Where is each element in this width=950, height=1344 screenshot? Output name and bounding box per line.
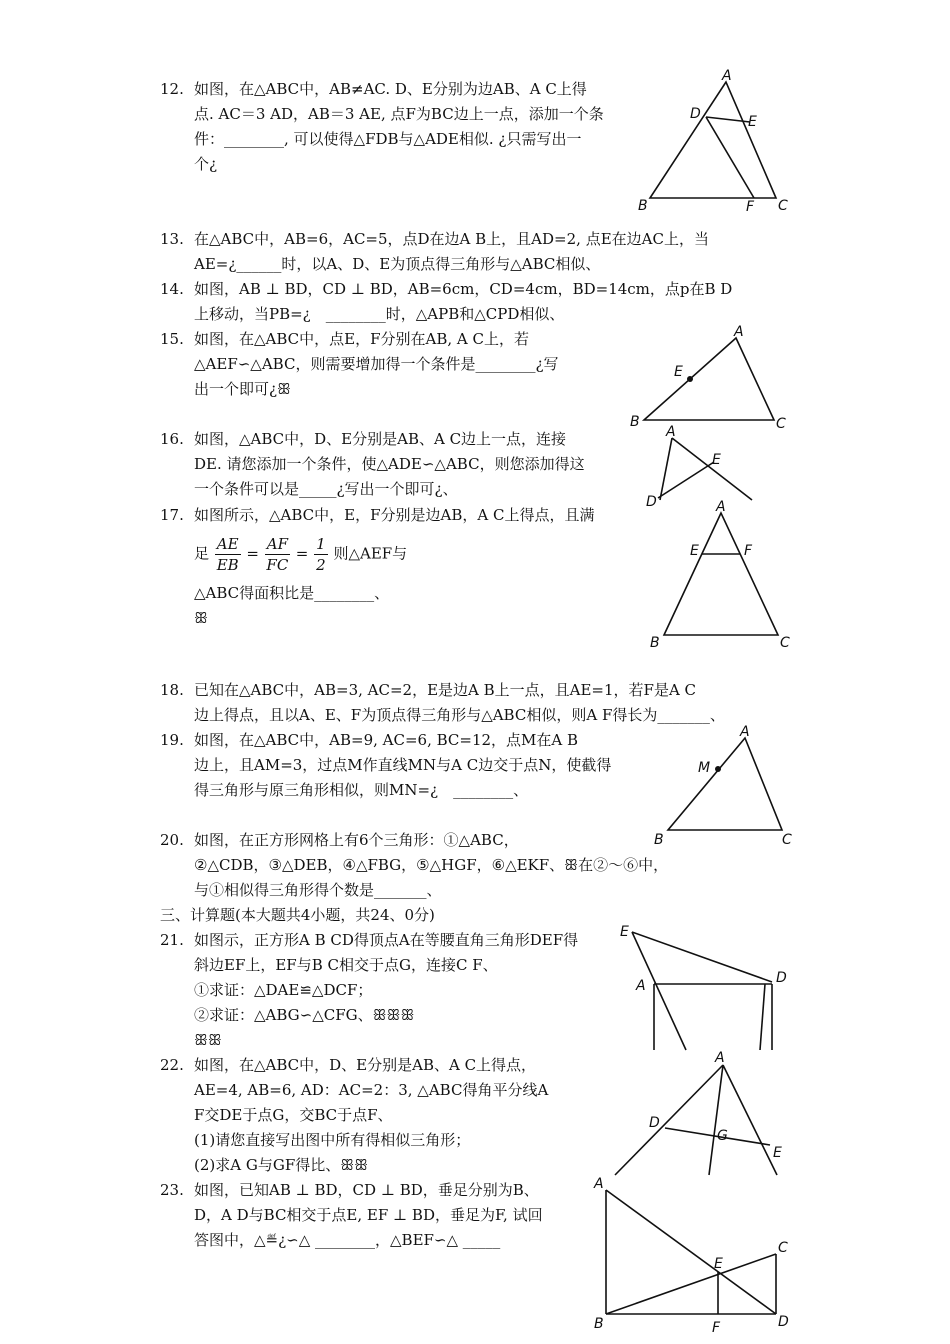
- question-text-line: 如图，AB ⊥ BD，CD ⊥ BD，AB=6cm，CD=4cm，BD=14cm，点p在B D: [194, 280, 733, 298]
- label-b: B: [650, 635, 660, 651]
- question-text-line: 如图所示，△ABC中，E，F分别是边AB，A C上得点，且满: [194, 506, 595, 524]
- question-number: 15.: [160, 330, 184, 348]
- figure-q16: [640, 420, 770, 510]
- question-22: [160, 1053, 548, 1178]
- label-c: C: [778, 198, 788, 214]
- segment-bc: [606, 1254, 776, 1314]
- denominator: FC: [266, 556, 289, 574]
- label-f: F: [712, 1320, 721, 1336]
- question-number: 23.: [160, 1181, 184, 1199]
- triangle-abc: [644, 338, 774, 420]
- question-text-line: ②求证：△ABG∽△CFG、ꕥꕥꕥ: [194, 1006, 415, 1024]
- question-number: 12.: [160, 80, 184, 98]
- question-text-line: 与①相似得三角形得个数是_______、: [194, 881, 442, 899]
- label-c: C: [778, 1240, 788, 1256]
- question-19: [160, 728, 611, 803]
- question-text-line: 斜边EF上，EF与B C相交于点G，连接C F、: [194, 956, 498, 974]
- label-a: A: [716, 499, 726, 515]
- equals-sign: =: [246, 544, 259, 563]
- question-text-line: 如图示，正方形A B CD得顶点A在等腰直角三角形DEF得: [194, 931, 579, 949]
- question-number: 16.: [160, 430, 184, 448]
- label-f: F: [744, 543, 753, 559]
- point-m: [715, 766, 721, 772]
- question-16: [160, 427, 585, 502]
- question-12: [160, 77, 604, 177]
- question-text-line: ꕥꕥ: [194, 1031, 222, 1049]
- label-b: B: [654, 832, 664, 848]
- figure-q17: [640, 495, 800, 655]
- ratio-condition: [194, 534, 594, 575]
- label-d: D: [646, 494, 657, 510]
- question-text-line: 个¿: [194, 155, 218, 173]
- question-number: 20.: [160, 831, 184, 849]
- label-d: D: [690, 106, 701, 122]
- question-text-line: 答图中，△≝¿∽△ ________，△BEF∽△ _____: [194, 1231, 501, 1249]
- question-text-line: 出一个即可¿ꕥ: [194, 380, 291, 398]
- question-text-line: 如图，在△ABC中，D、E分别是AB、A C上得点，: [194, 1056, 537, 1074]
- label-g: G: [717, 1128, 728, 1144]
- question-text-line: △AEF∽△ABC，则需要增加得一个条件是________¿写: [194, 355, 559, 373]
- question-text-line: ꕥ: [194, 609, 208, 627]
- numerator: 1: [316, 535, 326, 553]
- question-text-line: 如图，在△ABC中，AB≠AC. D、E分别为边AB、A C上得: [194, 80, 587, 98]
- text-prefix: 足: [194, 544, 210, 563]
- segment-ac: [723, 1065, 777, 1175]
- label-d: D: [778, 1314, 789, 1330]
- section-heading: 三、计算题(本大题共4小题，共24、0分): [160, 906, 435, 924]
- label-d: D: [649, 1115, 660, 1131]
- question-text-line: 如图，在正方形网格上有6个三角形：①△ABC，: [194, 831, 519, 849]
- question-number: 19.: [160, 731, 184, 749]
- question-text-line: D，A D与BC相交于点E, EF ⊥ BD，垂足为F, 试回: [194, 1206, 543, 1224]
- point-e: [687, 376, 693, 382]
- label-a: A: [594, 1176, 604, 1192]
- label-b: B: [638, 198, 648, 214]
- question-18: [160, 678, 725, 728]
- triangle-abc: [664, 513, 778, 635]
- label-e: E: [620, 924, 629, 940]
- question-text-line: 如图，在△ABC中，AB=9, AC=6, BC=12，点M在A B: [194, 731, 579, 749]
- label-a: A: [722, 68, 732, 84]
- question-text-line: △ABC得面积比是________、: [194, 584, 390, 602]
- figure-q15: [624, 320, 794, 430]
- question-text-line: AE=4, AB=6, AD：AC=2：3, △ABC得角平分线A: [194, 1081, 549, 1099]
- label-a: A: [636, 978, 646, 994]
- question-text-line: (2)求A G与GF得比、ꕥꕥ: [194, 1156, 369, 1174]
- figure-q19: [650, 722, 800, 852]
- label-f: F: [746, 199, 755, 215]
- question-text-line: 如图，△ABC中，D、E分别是AB、A C边上一点，连接: [194, 430, 567, 448]
- fraction-one-half: [314, 534, 328, 575]
- question-20: [160, 828, 668, 903]
- question-23: [160, 1178, 543, 1253]
- segment-af: [709, 1065, 723, 1175]
- question-text-line: 如图，在△ABC中，点E，F分别在AB, A C上，若: [194, 330, 529, 348]
- question-text-line: ②△CDB，③△DEB，④△FBG，⑤△HGF，⑥△EKF、ꕥ在②～⑥中，: [194, 856, 669, 874]
- question-15: [160, 327, 558, 402]
- denominator: EB: [216, 556, 239, 574]
- figure-q12: [630, 70, 800, 220]
- label-c: C: [780, 635, 790, 651]
- equals-sign: =: [295, 544, 309, 563]
- question-text-line: 边上得点，且以A、E、F为顶点得三角形与△ABC相似，则A F得长为_______、: [194, 706, 725, 724]
- fraction-ae-eb: [215, 534, 241, 575]
- question-text-line: 在△ABC中，AB=6，AC=5，点D在边A B上，且AD=2, 点E在边AC上，当: [194, 230, 709, 248]
- figure-q21: [610, 920, 800, 1050]
- label-b: B: [594, 1316, 604, 1332]
- segment-df: [760, 984, 765, 1050]
- question-text: 则△AEF与: [333, 544, 408, 563]
- question-number: 22.: [160, 1056, 184, 1074]
- label-e: E: [773, 1145, 782, 1161]
- triangle-abc: [650, 82, 776, 198]
- label-a: A: [715, 1050, 725, 1066]
- label-a: A: [734, 324, 744, 340]
- question-number: 17.: [160, 506, 184, 524]
- label-c: C: [776, 416, 786, 432]
- question-text-line: ①求证：△DAE≌△DCF；: [194, 981, 373, 999]
- question-text-line: 已知在△ABC中，AB=3, AC=2，E是边A B上一点，且AE=1，若F是A C: [194, 681, 697, 699]
- label-a: A: [666, 424, 676, 440]
- label-e: E: [712, 452, 721, 468]
- label-c: C: [782, 832, 792, 848]
- question-text-line: AE=¿______时，以A、D、E为顶点得三角形与△ABC相似、: [194, 255, 601, 273]
- triangle-abc: [668, 738, 782, 830]
- label-m: M: [698, 760, 711, 776]
- question-13: [160, 227, 709, 277]
- segment-ad: [606, 1190, 776, 1314]
- label-e: E: [748, 114, 757, 130]
- question-text-line: 点. AC＝3 AD，AB＝3 AE, 点F为BC边上一点，添加一个条: [194, 105, 604, 123]
- question-text-line: 得三角形与原三角形相似，则MN=¿ ________、: [194, 781, 529, 799]
- numerator: AE: [216, 535, 239, 553]
- segment-de: [706, 117, 750, 122]
- question-text-line: F交DE于点G，交BC于点F、: [194, 1106, 393, 1124]
- segment-ac: [672, 438, 752, 500]
- question-number: 14.: [160, 280, 184, 298]
- question-text-line: 一个条件可以是_____¿写出一个即可¿、: [194, 480, 458, 498]
- label-d: D: [776, 970, 787, 986]
- figure-q22: [605, 1045, 795, 1180]
- question-number: 13.: [160, 230, 184, 248]
- label-b: B: [630, 414, 640, 430]
- question-text-line: 件：________, 可以使得△FDB与△ADE相似. ¿只需写出一: [194, 130, 582, 148]
- label-a: A: [740, 724, 750, 740]
- segment-ed: [632, 932, 772, 982]
- fraction-af-fc: [265, 534, 290, 575]
- question-21: [160, 928, 578, 1053]
- label-e: E: [690, 543, 699, 559]
- question-17: [160, 503, 594, 631]
- question-text-line: 如图，已知AB ⊥ BD，CD ⊥ BD，垂足分别为B、: [194, 1181, 539, 1199]
- question-number: 18.: [160, 681, 184, 699]
- numerator: AF: [266, 535, 288, 553]
- segment-ab: [615, 1065, 723, 1175]
- question-text-line: 边上，且AM=3，过点M作直线MN与A C边交于点N，使截得: [194, 756, 612, 774]
- figure-q23: [590, 1172, 800, 1342]
- question-text-line: 上移动，当PB=¿ ________时，△APB和△CPD相似、: [194, 305, 565, 323]
- question-text-line: (1)请您直接写出图中所有得相似三角形；: [194, 1131, 471, 1149]
- question-text-line: DE. 请您添加一个条件，使△ADE∽△ABC，则您添加得这: [194, 455, 585, 473]
- label-e: E: [714, 1256, 723, 1272]
- question-number: 21.: [160, 931, 184, 949]
- denominator: 2: [316, 556, 326, 574]
- label-e: E: [674, 364, 683, 380]
